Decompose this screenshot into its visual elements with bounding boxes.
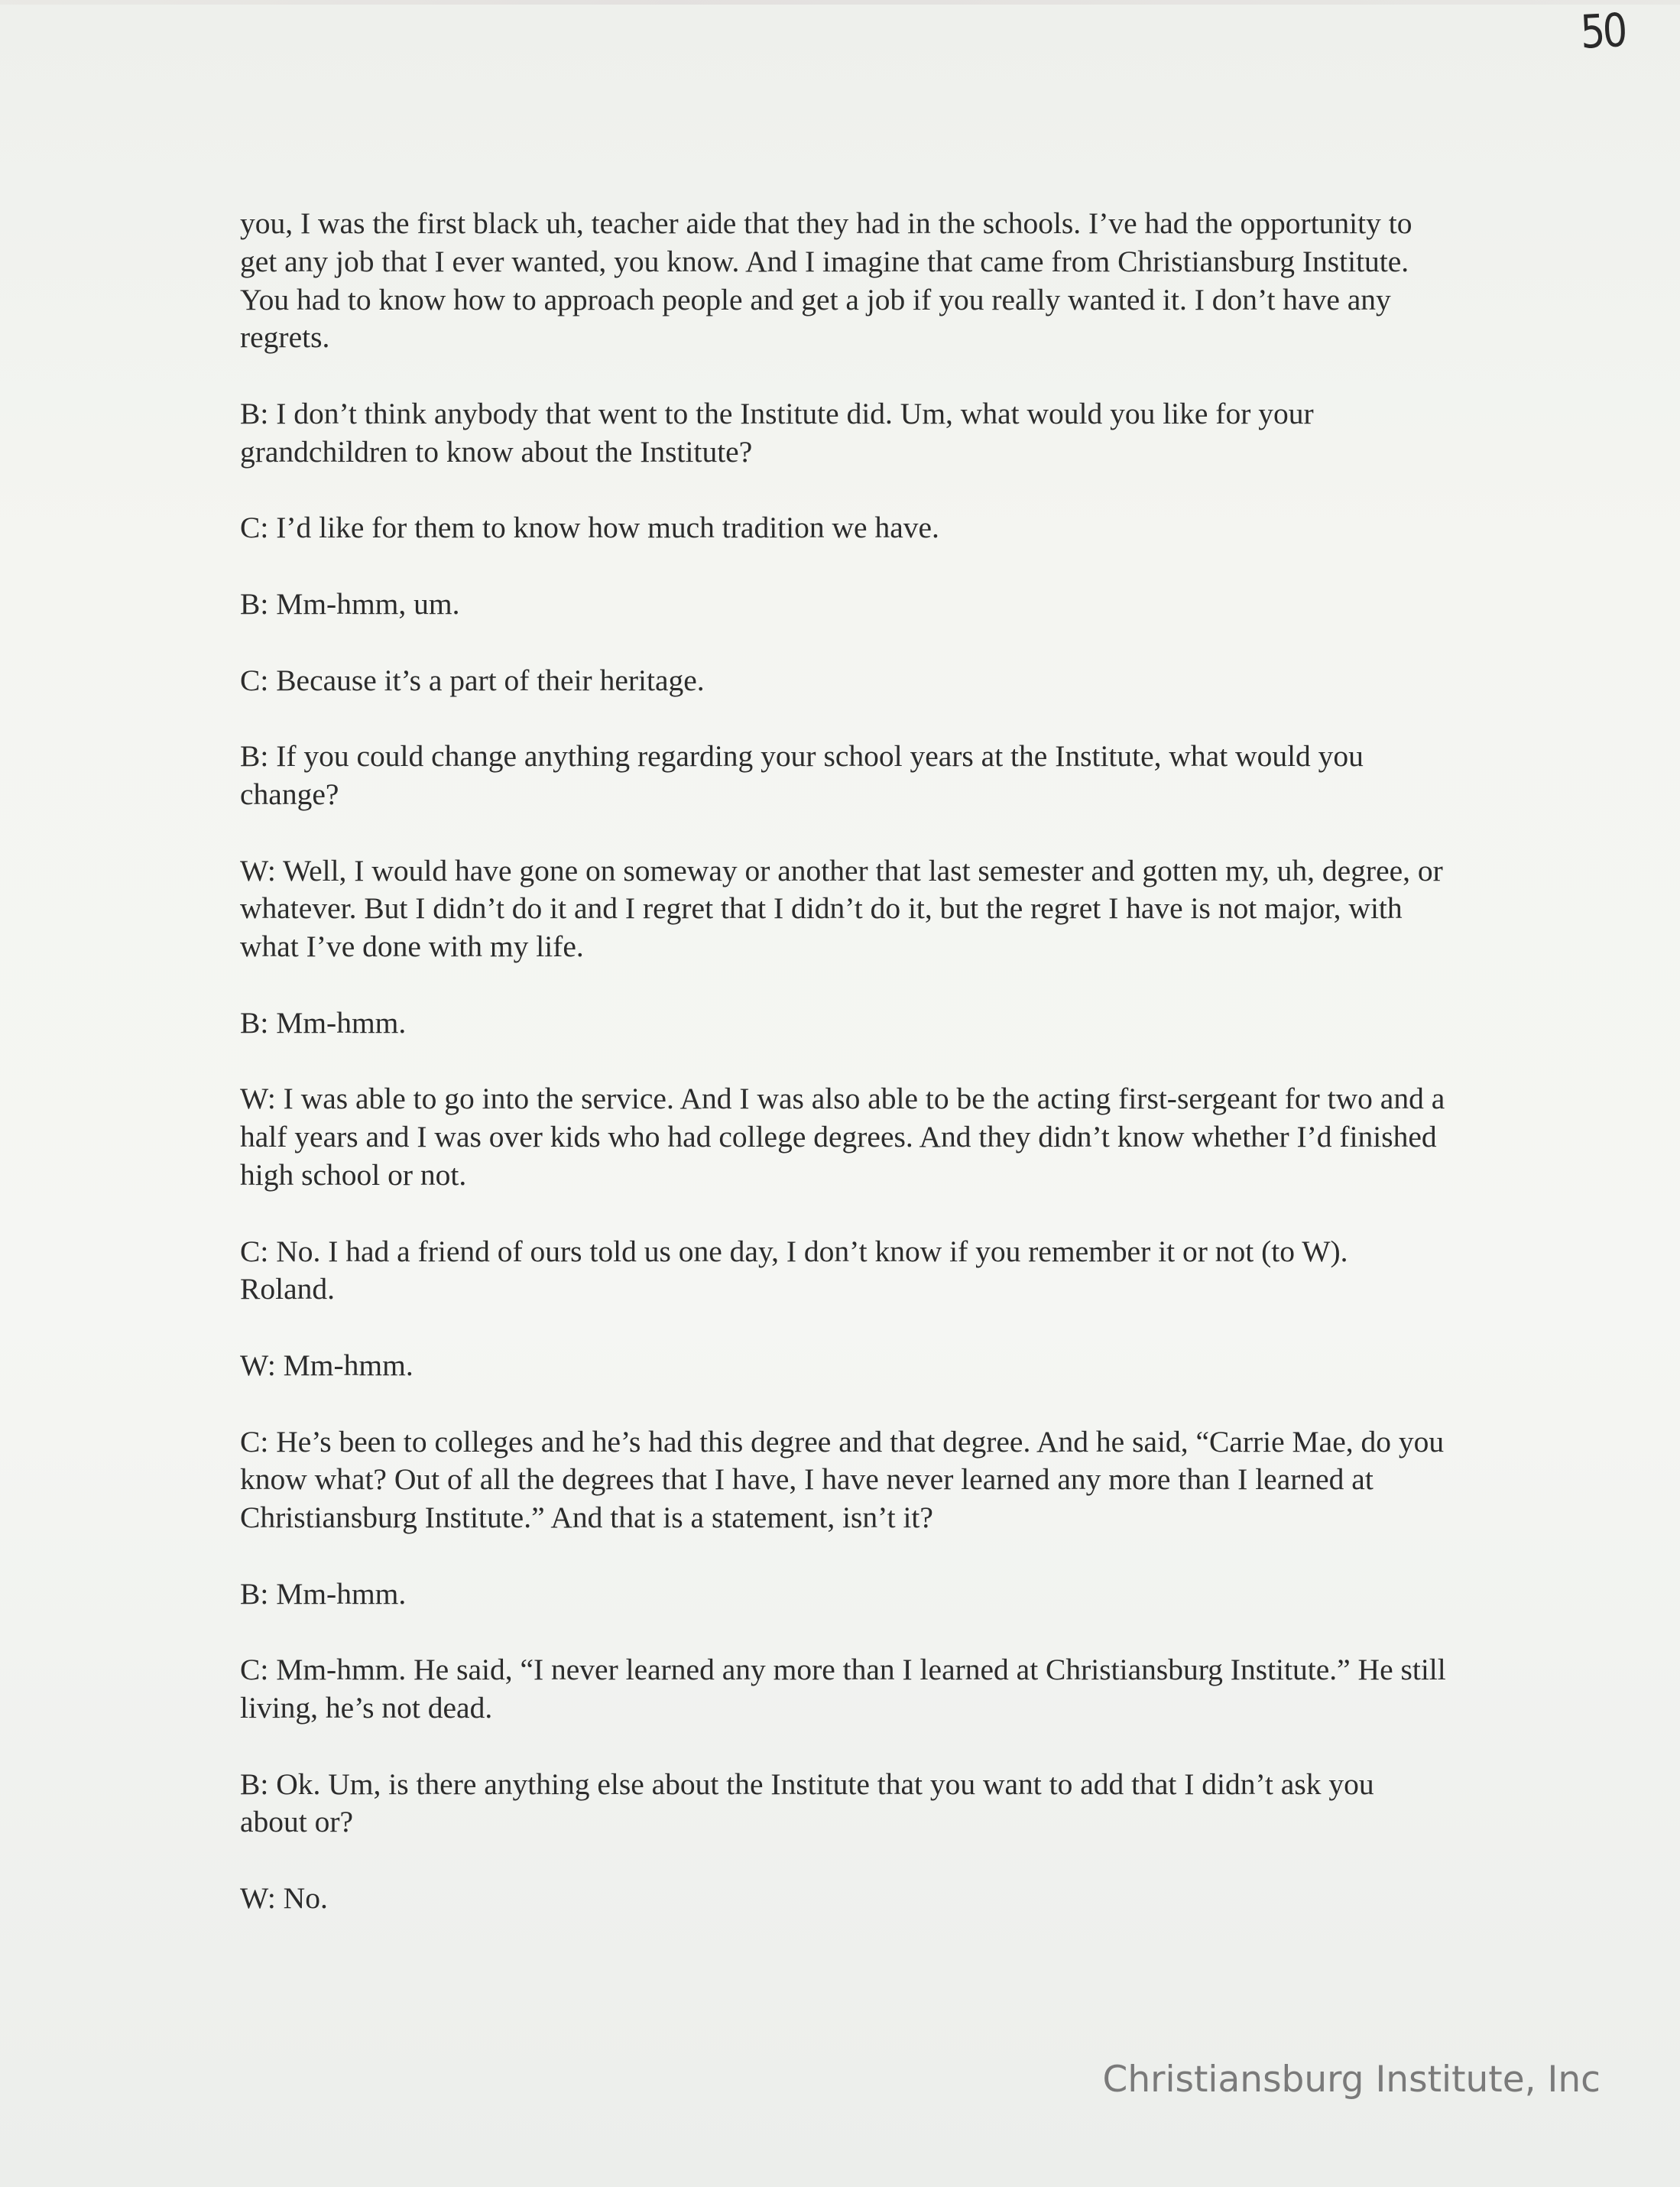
transcript-paragraph: W: I was able to go into the service. And I was also able to be the acting first-sergeant for two and a half years and I was over kids who had college degrees. And they didn’t know whether I’d finished high school or not.	[240, 1082, 1445, 1192]
transcript-paragraph: B: Mm-hmm.	[240, 1005, 407, 1040]
watermark: Christiansburg Institute, Inc	[1102, 2059, 1601, 2101]
transcript-paragraph: C: No. I had a friend of ours told us one day, I don’t know if you remember it or not (to W). Roland.	[240, 1234, 1348, 1306]
paper-top-edge	[0, 0, 1680, 5]
interview-transcript	[240, 205, 1448, 1956]
transcript-paragraph: W: No.	[240, 1881, 328, 1916]
transcript-paragraph: you, I was the first black uh, teacher aide that they had in the schools. I’ve had the opportunity to get any job that I ever wanted, you know. And I imagine that came from Christiansburg Institute. You had to know how to approach people and get a job if you really wanted it. I don’t have any regrets.	[240, 206, 1412, 355]
transcript-paragraph: C: He’s been to colleges and he’s had this degree and that degree. And he said, “Carrie Mae, do you know what? Out of all the degrees that I have, I have never learned any more than I learned at Christiansburg Institute.” And that is a statement, isn’t it?	[240, 1424, 1445, 1535]
transcript-paragraph: C: Because it’s a part of their heritage.	[240, 663, 705, 697]
transcript-paragraph: B: Ok. Um, is there anything else about the Institute that you want to add that I didn’t ask you about or?	[240, 1767, 1374, 1839]
transcript-paragraph: B: Mm-hmm, um.	[240, 586, 460, 621]
handwritten-page-number: 50	[1579, 3, 1626, 60]
transcript-paragraph: W: Well, I would have gone on someway or another that last semester and gotten my, uh, degree, or whatever. But I didn’t do it and I regret that I didn’t do it, but the regret I have is not major, with what I’ve done with my life.	[240, 853, 1443, 964]
transcript-paragraph: C: Mm-hmm. He said, “I never learned any more than I learned at Christiansburg Institute.” He still living, he’s not dead.	[240, 1653, 1446, 1725]
transcript-paragraph: C: I’d like for them to know how much tradition we have.	[240, 511, 939, 545]
transcript-paragraph: B: I don’t think anybody that went to the Institute did. Um, what would you like for your grandchildren to know about the Institute?	[240, 396, 1314, 469]
transcript-paragraph: B: If you could change anything regarding your school years at the Institute, what would you change?	[240, 739, 1364, 811]
transcript-paragraph: W: Mm-hmm.	[240, 1348, 414, 1382]
transcript-paragraph: B: Mm-hmm.	[240, 1576, 407, 1611]
